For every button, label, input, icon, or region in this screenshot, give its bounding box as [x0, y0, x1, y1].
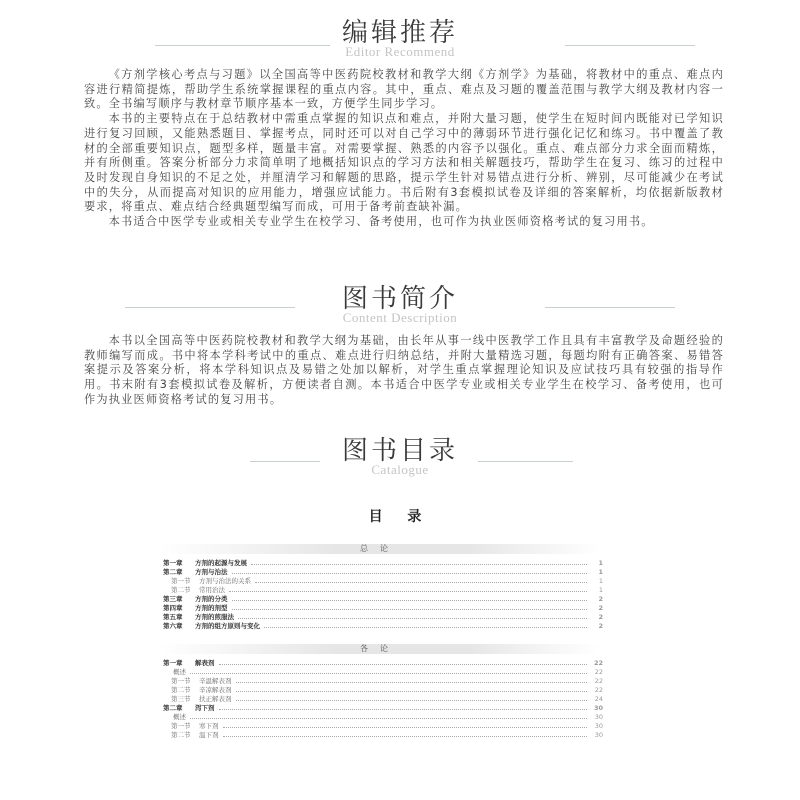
leader-dots	[219, 660, 588, 665]
entry-name: 方剂与治法的关系	[199, 577, 251, 585]
paragraph: 《方剂学核心考点与习题》以全国高等中医药院校教材和教学大纲《方剂学》为基础，将教材中的重点、难点内容进行精简提炼，帮助学生系统掌握课程的重点内容。其中，重点、难点及习题的覆盖范围与教学大纲及教材内容一致。全书编写顺序与教材章节顺序基本一致，方便学生同步学习。	[84, 68, 724, 111]
toc-entry[interactable]	[163, 676, 603, 685]
leader-dots	[223, 723, 588, 728]
entry-number: 第一节	[171, 577, 191, 585]
entry-page: 2	[598, 621, 603, 630]
toc-entry[interactable]	[163, 703, 603, 712]
leader-dots	[232, 569, 588, 574]
section-header-editor	[0, 18, 800, 59]
entry-page: 30	[593, 703, 603, 712]
leader-dots	[236, 687, 588, 692]
entry-page: 22	[594, 685, 603, 694]
section-header-description	[0, 284, 800, 325]
leader-dots	[229, 587, 587, 592]
section-subtitle: Content Description	[342, 310, 458, 325]
leader-dots	[219, 705, 588, 710]
entry-name: 常用治法	[199, 586, 225, 594]
entry-name: 方剂的组方原则与变化	[195, 622, 260, 630]
toc-entry[interactable]	[163, 667, 603, 676]
entry-number: 第四章	[163, 604, 183, 612]
entry-page: 1	[598, 576, 603, 585]
entry-page: 1	[598, 585, 603, 594]
toc-entry[interactable]	[163, 712, 603, 721]
entry-name: 扶正解表剂	[199, 695, 232, 703]
leader-dots	[255, 578, 587, 583]
toc-part-band: 各论	[160, 644, 600, 654]
leader-dots	[236, 696, 588, 701]
entry-number: 第二节	[171, 586, 191, 594]
paragraph: 本书的主要特点在于总结教材中需重点掌握的知识点和难点，并附大量习题，使学生在短时间内既能对已学知识进行复习回顾，又能熟悉题目、掌握考点，同时还可以对自己学习中的薄弱环节进行强化记忆和练习。书中覆盖了教材的全部重要知识点，题型多样，题量丰富。对需要掌握、熟悉的内容予以强化。重点、难点部分力求全面而精炼，并有所侧重。答案分析部分力求简单明了地概括知识点的学习方法和相关解题技巧，帮助学生在复习、练习的过程中及时发现自身知识的不足之处，并厘清学习和解题的思路，提示学生针对易错点进行分析、辨别，尽可能减少在考试中的失分，从而提高对知识的应用能力，增强应试能力。书后附有3套模拟试卷及详细的答案解析，均依据新版教材要求，将重点、难点结合经典题型编写而成，可用于备考前查缺补漏。	[84, 112, 724, 214]
toc-entry[interactable]	[163, 603, 603, 612]
entry-page: 1	[598, 567, 603, 576]
entry-page: 2	[598, 603, 603, 612]
entry-number: 第一章	[163, 659, 183, 667]
entry-name: 寒下剂	[199, 722, 219, 730]
entry-number: 第二节	[171, 686, 191, 694]
paragraph: 本书以全国高等中医药院校教材和教学大纲为基础，由长年从事一线中医教学工作且具有丰富教学及命题经验的教师编写而成。书中将本学科考试中的重点、难点进行归纳总结，并附大量精选习题，每题均附有正确答案、易错答案提示及答案分析，将本学科知识点及易错之处加以解析，对学生重点掌握理论知识及应试技巧具有较强的指导作用。书末附有3套模拟试卷及解析，方便读者自测。本书适合中医学专业或相关专业学生在校学习、备考使用，也可作为执业医师资格考试的复习用书。	[84, 334, 724, 406]
entry-number: 第二章	[163, 704, 183, 712]
toc-title: 目 录	[368, 509, 432, 525]
entry-number: 第二节	[171, 731, 191, 739]
entry-page: 2	[598, 594, 603, 603]
leader-dots	[190, 669, 587, 674]
entry-name: 解表剂	[195, 659, 215, 667]
toc-list	[163, 558, 603, 630]
entry-name: 方剂与治法	[195, 568, 228, 576]
section-title: 图书目录	[341, 436, 458, 466]
entry-name: 概述	[173, 713, 186, 721]
leader-dots	[238, 614, 587, 619]
entry-number: 第二章	[163, 568, 183, 576]
entry-page: 30	[594, 712, 603, 721]
entry-name: 辛温解表剂	[199, 677, 232, 685]
section-subtitle: Editor Recommend	[345, 44, 455, 59]
entry-number: 第三节	[171, 695, 191, 703]
toc-entry[interactable]	[163, 585, 603, 594]
entry-name: 方剂的分类	[195, 595, 228, 603]
entry-name: 方剂的剂型	[195, 604, 228, 612]
leader-dots	[232, 605, 588, 610]
entry-name: 方剂的起源与发展	[195, 559, 247, 567]
entry-number: 第一节	[171, 722, 191, 730]
entry-name: 概述	[173, 668, 186, 676]
section-header-catalogue	[0, 436, 800, 477]
section-title: 编辑推荐	[341, 18, 458, 48]
leader-dots	[251, 560, 587, 565]
toc-entry[interactable]	[163, 621, 603, 630]
leader-dots	[264, 623, 587, 628]
entry-page: 22	[593, 658, 603, 667]
leader-dots	[232, 596, 588, 601]
entry-number: 第三章	[163, 595, 183, 603]
leader-dots	[223, 732, 588, 737]
editor-recommend-text	[84, 68, 724, 230]
entry-page: 2	[598, 612, 603, 621]
entry-page: 22	[594, 676, 603, 685]
toc-entry[interactable]	[163, 594, 603, 603]
entry-page: 24	[594, 694, 603, 703]
toc-part-band: 总论	[160, 544, 600, 554]
entry-name: 辛凉解表剂	[199, 686, 232, 694]
entry-page: 30	[594, 730, 603, 739]
entry-name: 温下剂	[199, 731, 219, 739]
toc-entry[interactable]	[163, 658, 603, 667]
section-title: 图书简介	[341, 284, 458, 314]
entry-page: 1	[598, 558, 603, 567]
toc-entry[interactable]	[163, 576, 603, 585]
toc-entry[interactable]	[163, 721, 603, 730]
toc-entry[interactable]	[163, 730, 603, 739]
entry-name: 方剂的煎服法	[195, 613, 234, 621]
entry-name: 泻下剂	[195, 704, 215, 712]
toc-entry[interactable]	[163, 558, 603, 567]
toc-entry[interactable]	[163, 567, 603, 576]
entry-page: 30	[594, 721, 603, 730]
entry-number: 第五章	[163, 613, 183, 621]
leader-dots	[236, 678, 588, 683]
toc-list	[163, 658, 603, 739]
toc-entry[interactable]	[163, 694, 603, 703]
leader-dots	[190, 714, 587, 719]
entry-number: 第一节	[171, 677, 191, 685]
toc-entry[interactable]	[163, 685, 603, 694]
content-description-text	[84, 334, 724, 408]
paragraph: 本书适合中医学专业或相关专业学生在校学习、备考使用，也可作为执业医师资格考试的复习用书。	[108, 215, 654, 229]
section-subtitle: Catalogue	[371, 462, 429, 477]
toc-entry[interactable]	[163, 612, 603, 621]
entry-number: 第六章	[163, 622, 183, 630]
entry-page: 22	[594, 667, 603, 676]
entry-number: 第一章	[163, 559, 183, 567]
